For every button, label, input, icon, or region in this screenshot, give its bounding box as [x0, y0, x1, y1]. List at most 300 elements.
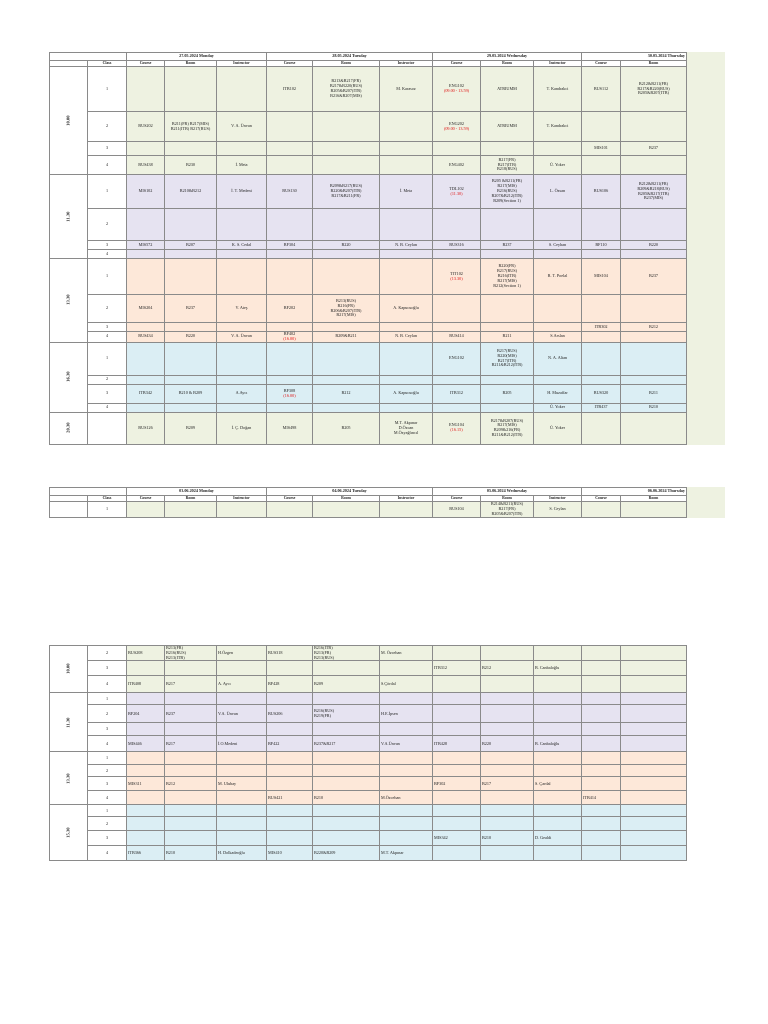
class-number: 3 — [88, 323, 127, 332]
exam-entry: K. S. Cedal — [217, 241, 267, 250]
exam-entry: S.Arslan — [534, 332, 582, 343]
column-header: Course — [582, 61, 621, 67]
time-slot-label: 15.30 — [65, 827, 71, 838]
exam-entry — [267, 723, 313, 736]
exam-entry — [582, 705, 621, 723]
exam-entry: Ü. Yoker — [534, 156, 582, 175]
exam-entry: Ü. Yoker — [534, 412, 582, 444]
exam-entry — [433, 646, 481, 661]
exam-entry — [534, 676, 582, 693]
exam-entry — [217, 693, 267, 705]
exam-entry — [621, 736, 687, 752]
exam-entry: H.Özgen — [217, 646, 267, 661]
exam-entry: B213&B217(FR) B217&B220(RUS) B205&B207(ITB) B216&B207(MIS) — [313, 67, 380, 112]
time-slot — [50, 502, 88, 518]
exam-entry — [267, 765, 313, 777]
exam-entry — [267, 156, 313, 175]
exam-entry — [165, 831, 217, 846]
exam-entry — [217, 403, 267, 412]
exam-entry — [481, 375, 534, 384]
class-number: 2 — [88, 705, 127, 723]
column-header: Room — [165, 61, 217, 67]
exam-entry — [621, 765, 687, 777]
exam-entry: B217 — [165, 676, 217, 693]
exam-entry — [433, 791, 481, 805]
exam-entry — [165, 403, 217, 412]
exam-entry — [534, 817, 582, 831]
class-number: 2 — [88, 209, 127, 241]
day-header: 04.06.2024 Tuesday — [267, 488, 433, 496]
extra-cell — [687, 156, 725, 175]
exam-entry: H. Dolkadeoğlu — [217, 846, 267, 861]
exam-entry: B209&B211 — [313, 332, 380, 343]
column-header: Course — [582, 496, 621, 502]
exam-entry: B220 — [313, 241, 380, 250]
exam-entry: BF422 — [267, 736, 313, 752]
column-header: Room — [481, 61, 534, 67]
exam-entry — [481, 723, 534, 736]
exam-entry — [217, 723, 267, 736]
exam-entry — [433, 676, 481, 693]
day-header: 27.05.2024 Monday — [127, 53, 267, 61]
exam-entry: B210 — [621, 403, 687, 412]
exam-entry: BUS106 — [582, 175, 621, 209]
exam-entry — [217, 259, 267, 295]
exam-entry: M.T. Akpınar — [380, 846, 433, 861]
exam-entry: BF202 — [267, 295, 313, 323]
exam-entry: B217(RUS) B220(MIS) B217(ITB) B211&B212(ITB) — [481, 342, 534, 375]
exam-entry: A. Kapucuoğlu — [380, 295, 433, 323]
exam-entry: MIS101 — [582, 142, 621, 156]
exam-entry — [481, 846, 534, 861]
exam-entry — [165, 342, 217, 375]
exam-entry — [165, 259, 217, 295]
exam-entry — [380, 502, 433, 518]
exam-entry — [380, 259, 433, 295]
exam-entry — [165, 375, 217, 384]
exam-entry — [165, 723, 217, 736]
exam-entry — [433, 765, 481, 777]
exam-entry — [313, 765, 380, 777]
extra-cell — [687, 259, 725, 295]
extra-cell — [687, 403, 725, 412]
exam-entry — [267, 831, 313, 846]
exam-entry — [267, 777, 313, 791]
exam-entry: ENG102 — [433, 342, 481, 375]
exam-entry — [127, 752, 165, 765]
exam-entry: İ. Ç. Doğan — [217, 412, 267, 444]
exam-entry: ATRIUMM — [481, 112, 534, 142]
exam-entry: B209 — [165, 412, 217, 444]
exam-entry: B209 — [313, 676, 380, 693]
exam-entry: MIS342 — [433, 831, 481, 846]
exam-entry — [534, 723, 582, 736]
exam-entry — [380, 831, 433, 846]
exam-entry — [582, 646, 621, 661]
time-slot-label: 10.00 — [65, 663, 71, 675]
exam-entry: B212 — [621, 323, 687, 332]
exam-entry: BF402 (16.00) — [267, 332, 313, 343]
class-number: 1 — [88, 342, 127, 375]
exam-entry — [481, 676, 534, 693]
exam-entry — [481, 209, 534, 241]
extra-cell — [687, 53, 725, 61]
exam-entry — [582, 752, 621, 765]
exam-schedule-week-2 — [49, 487, 725, 518]
exam-entry: BUS320 — [582, 384, 621, 403]
exam-entry — [165, 791, 217, 805]
exam-entry — [534, 846, 582, 861]
exam-entry: H. Muzaffar — [534, 384, 582, 403]
class-number: 1 — [88, 259, 127, 295]
exam-entry: MIS204 — [127, 295, 165, 323]
exam-entry — [534, 142, 582, 156]
exam-entry — [481, 705, 534, 723]
exam-entry: ITB437 — [582, 403, 621, 412]
exam-entry: B213(RUS) B216(FR) B206&B207(ITB) B217(MIS) — [313, 295, 380, 323]
time-slot — [50, 752, 88, 805]
exam-entry — [582, 295, 621, 323]
exam-entry — [582, 676, 621, 693]
exam-entry: N. B. Ceylan — [380, 241, 433, 250]
exam-entry: BUS126 — [127, 412, 165, 444]
exam-entry — [165, 67, 217, 112]
exam-entry — [313, 259, 380, 295]
exam-entry: S.Çördal — [380, 676, 433, 693]
exam-entry — [534, 323, 582, 332]
exam-entry — [433, 846, 481, 861]
exam-entry — [127, 502, 165, 518]
class-number: 1 — [88, 502, 127, 518]
exam-entry — [165, 765, 217, 777]
exam-entry — [217, 752, 267, 765]
time-slot — [50, 259, 88, 343]
exam-entry — [582, 661, 621, 676]
column-header: Course — [433, 61, 481, 67]
exam-entry — [313, 752, 380, 765]
exam-entry: B220 — [165, 332, 217, 343]
exam-entry — [165, 693, 217, 705]
exam-entry — [165, 209, 217, 241]
exam-entry — [165, 805, 217, 817]
time-slot — [50, 646, 88, 693]
exam-entry — [165, 817, 217, 831]
exam-entry — [433, 693, 481, 705]
exam-entry: S. Ceylan — [534, 502, 582, 518]
exam-entry: S. Ceyhan — [534, 241, 582, 250]
exam-entry: B237&B217 — [313, 736, 380, 752]
class-number: 1 — [88, 67, 127, 112]
exam-entry — [433, 250, 481, 259]
class-number: 3 — [88, 661, 127, 676]
exam-entry: V. A. Ünvan — [217, 112, 267, 142]
exam-entry — [582, 846, 621, 861]
class-number: 2 — [88, 295, 127, 323]
extra-cell — [687, 332, 725, 343]
class-number: 1 — [88, 805, 127, 817]
exam-entry — [313, 375, 380, 384]
class-number: 3 — [88, 777, 127, 791]
exam-entry — [127, 661, 165, 676]
extra-cell — [687, 142, 725, 156]
exam-entry — [621, 693, 687, 705]
exam-schedule-continued — [49, 645, 687, 861]
exam-entry — [313, 693, 380, 705]
exam-entry: MIS104 — [582, 259, 621, 295]
exam-entry — [433, 705, 481, 723]
column-header: Course — [267, 496, 313, 502]
exam-entry — [582, 777, 621, 791]
exam-entry — [433, 323, 481, 332]
column-header: Room — [313, 61, 380, 67]
exam-entry: B220&B209 — [313, 846, 380, 861]
time-slot-label: 20.30 — [65, 422, 71, 434]
exam-entry — [621, 661, 687, 676]
exam-entry — [380, 112, 433, 142]
exam-entry: B214&B211(RUS) B217(FR) B205&B207(ITB) — [481, 502, 534, 518]
exam-entry — [217, 142, 267, 156]
exam-entry: ITB102 — [267, 67, 313, 112]
exam-entry: ITB366 — [127, 846, 165, 861]
extra-cell — [687, 412, 725, 444]
exam-entry: ITB312 — [433, 384, 481, 403]
class-number: 1 — [88, 752, 127, 765]
exam-entry: B217&B207(RUS) B217(MIS) B209&216(FR) B211&B212(ITB) — [481, 412, 534, 444]
exam-entry — [582, 112, 621, 142]
time-slot — [50, 412, 88, 444]
exam-entry: V.A.Ünvan — [380, 736, 433, 752]
exam-entry — [380, 342, 433, 375]
exam-entry: B209&B217(RUS) B220&B207(ITB) B217&B211(FR) — [313, 175, 380, 209]
exam-entry — [621, 295, 687, 323]
exam-entry: B205 &B211(FR) B217(MIS) B216(RUS) B207&B212(ITB) B209(Section 1) — [481, 175, 534, 209]
exam-entry — [127, 403, 165, 412]
exam-entry: ENG104 (16.15) — [433, 412, 481, 444]
exam-entry — [313, 403, 380, 412]
exam-entry — [380, 723, 433, 736]
exam-entry — [481, 693, 534, 705]
extra-cell — [687, 384, 725, 403]
exam-entry — [433, 805, 481, 817]
column-header: Room — [621, 61, 687, 67]
exam-entry — [481, 250, 534, 259]
exam-entry — [217, 817, 267, 831]
extra-cell — [687, 67, 725, 112]
exam-entry — [380, 250, 433, 259]
exam-entry: B237 — [481, 241, 534, 250]
exam-entry: B217 — [481, 777, 534, 791]
exam-entry: MIS311 — [127, 777, 165, 791]
column-header: Instructor — [380, 496, 433, 502]
corner-cell — [50, 53, 127, 61]
exam-entry: BF204 — [127, 705, 165, 723]
exam-entry: ENG402 — [433, 156, 481, 175]
class-number: 2 — [88, 817, 127, 831]
exam-entry: A. Aycı — [217, 676, 267, 693]
exam-entry: B220 — [481, 736, 534, 752]
class-number: 3 — [88, 723, 127, 736]
exam-entry — [165, 323, 217, 332]
exam-entry — [217, 67, 267, 112]
exam-entry: ITB342 — [127, 384, 165, 403]
exam-entry: BUS104 — [433, 502, 481, 518]
column-header: Class — [88, 61, 127, 67]
exam-schedule-week-1 — [49, 52, 725, 445]
exam-entry: BUS208 — [127, 646, 165, 661]
exam-entry: İ.O.Medeni — [217, 736, 267, 752]
exam-entry: R. T. Poelal — [534, 259, 582, 295]
exam-entry — [313, 156, 380, 175]
exam-entry: ITB428 — [433, 736, 481, 752]
exam-entry: B207 — [165, 241, 217, 250]
exam-entry — [481, 323, 534, 332]
class-number: 3 — [88, 831, 127, 846]
exam-entry: BF302 — [433, 777, 481, 791]
exam-entry: B216(RUS) B219(FR) — [313, 705, 380, 723]
day-header: 05.06.2024 Wednesday — [433, 488, 582, 496]
exam-entry: M.T. Akpınar D.Özcan M.Özyağlıncıl — [380, 412, 433, 444]
exam-entry — [621, 342, 687, 375]
exam-entry — [621, 805, 687, 817]
exam-entry — [433, 817, 481, 831]
exam-entry — [621, 332, 687, 343]
exam-entry — [127, 693, 165, 705]
exam-entry — [267, 502, 313, 518]
exam-entry: H.E.İpsen — [380, 705, 433, 723]
time-slot-label: 16.30 — [65, 371, 71, 383]
exam-entry: M. Ulubay — [217, 777, 267, 791]
exam-entry: BUS206 — [267, 705, 313, 723]
time-slot — [50, 693, 88, 752]
exam-entry — [481, 765, 534, 777]
class-number: 1 — [88, 175, 127, 209]
exam-entry — [621, 375, 687, 384]
exam-entry: B211(FR) B217(MIS) B211(ITB) B217(RUS) — [165, 112, 217, 142]
exam-entry — [127, 831, 165, 846]
column-header: Room — [481, 496, 534, 502]
exam-entry — [267, 403, 313, 412]
exam-entry — [267, 209, 313, 241]
exam-entry — [313, 723, 380, 736]
class-number: 4 — [88, 736, 127, 752]
exam-entry: MIS572 — [127, 241, 165, 250]
exam-entry: T. Kandrakci — [534, 67, 582, 112]
time-slot-label: 13.30 — [65, 294, 71, 306]
exam-entry — [433, 403, 481, 412]
exam-entry — [380, 403, 433, 412]
exam-entry: V. Ateş — [217, 295, 267, 323]
column-header: Room — [165, 496, 217, 502]
class-number: 3 — [88, 384, 127, 403]
exam-entry — [534, 752, 582, 765]
exam-entry: B. Canbaloğlu — [534, 736, 582, 752]
exam-entry: B210&B212 — [165, 175, 217, 209]
exam-entry: B213(FR) B216(RUS) B213(ITB) — [165, 646, 217, 661]
exam-entry — [217, 805, 267, 817]
exam-entry: TIT102 (13.30) — [433, 259, 481, 295]
extra-cell — [687, 209, 725, 241]
exam-entry: B216(ITB) B213(FR) B213(RUS) — [313, 646, 380, 661]
exam-entry: B212 — [165, 777, 217, 791]
column-header: Instructor — [217, 61, 267, 67]
exam-entry: B211 — [621, 384, 687, 403]
exam-entry — [621, 676, 687, 693]
exam-entry: B205 — [313, 412, 380, 444]
exam-entry — [127, 723, 165, 736]
exam-entry — [534, 295, 582, 323]
exam-entry: M. Karasoz — [380, 67, 433, 112]
exam-entry: ITB302 — [582, 323, 621, 332]
class-number: 4 — [88, 332, 127, 343]
exam-entry — [217, 831, 267, 846]
exam-entry — [267, 693, 313, 705]
exam-entry — [380, 752, 433, 765]
exam-entry: ITB312 — [433, 661, 481, 676]
exam-entry — [267, 752, 313, 765]
time-slot — [50, 175, 88, 259]
exam-entry: ENG202 (09.00 - 13.59) — [433, 112, 481, 142]
class-number: 2 — [88, 646, 127, 661]
exam-entry: BUS434 — [127, 332, 165, 343]
exam-entry — [621, 846, 687, 861]
exam-entry: TDL102 (11.30) — [433, 175, 481, 209]
class-number: 3 — [88, 241, 127, 250]
class-number: 3 — [88, 142, 127, 156]
column-header: Room — [313, 496, 380, 502]
exam-entry: İ. Meta — [217, 156, 267, 175]
exam-entry — [165, 142, 217, 156]
exam-entry: Ü. Yoker — [534, 403, 582, 412]
day-header: 29.05.2024 Wednesday — [433, 53, 582, 61]
column-header: Course — [267, 61, 313, 67]
exam-entry — [267, 142, 313, 156]
time-slot-label: 11.30 — [65, 211, 71, 222]
exam-entry — [165, 752, 217, 765]
exam-entry — [165, 250, 217, 259]
time-slot-label: 10.00 — [65, 115, 71, 126]
exam-entry — [582, 502, 621, 518]
exam-entry — [380, 805, 433, 817]
exam-entry — [380, 693, 433, 705]
class-number: 4 — [88, 156, 127, 175]
exam-entry — [267, 342, 313, 375]
column-header: Instructor — [534, 496, 582, 502]
exam-entry — [582, 250, 621, 259]
exam-entry — [127, 142, 165, 156]
exam-entry: B210 — [481, 831, 534, 846]
exam-entry — [267, 661, 313, 676]
exam-entry — [621, 250, 687, 259]
exam-entry — [380, 156, 433, 175]
exam-entry — [127, 342, 165, 375]
exam-entry — [267, 112, 313, 142]
exam-entry — [481, 805, 534, 817]
exam-entry: S. Çardal — [534, 777, 582, 791]
column-header: Room — [621, 496, 687, 502]
exam-entry: MIS446 — [127, 736, 165, 752]
exam-entry — [481, 817, 534, 831]
exam-entry — [217, 323, 267, 332]
exam-entry — [534, 693, 582, 705]
exam-entry: BUS316 — [433, 241, 481, 250]
exam-entry — [313, 209, 380, 241]
exam-entry — [621, 209, 687, 241]
exam-entry: B210 — [165, 846, 217, 861]
class-number: 2 — [88, 375, 127, 384]
exam-entry — [267, 323, 313, 332]
exam-entry — [433, 723, 481, 736]
exam-entry — [127, 805, 165, 817]
